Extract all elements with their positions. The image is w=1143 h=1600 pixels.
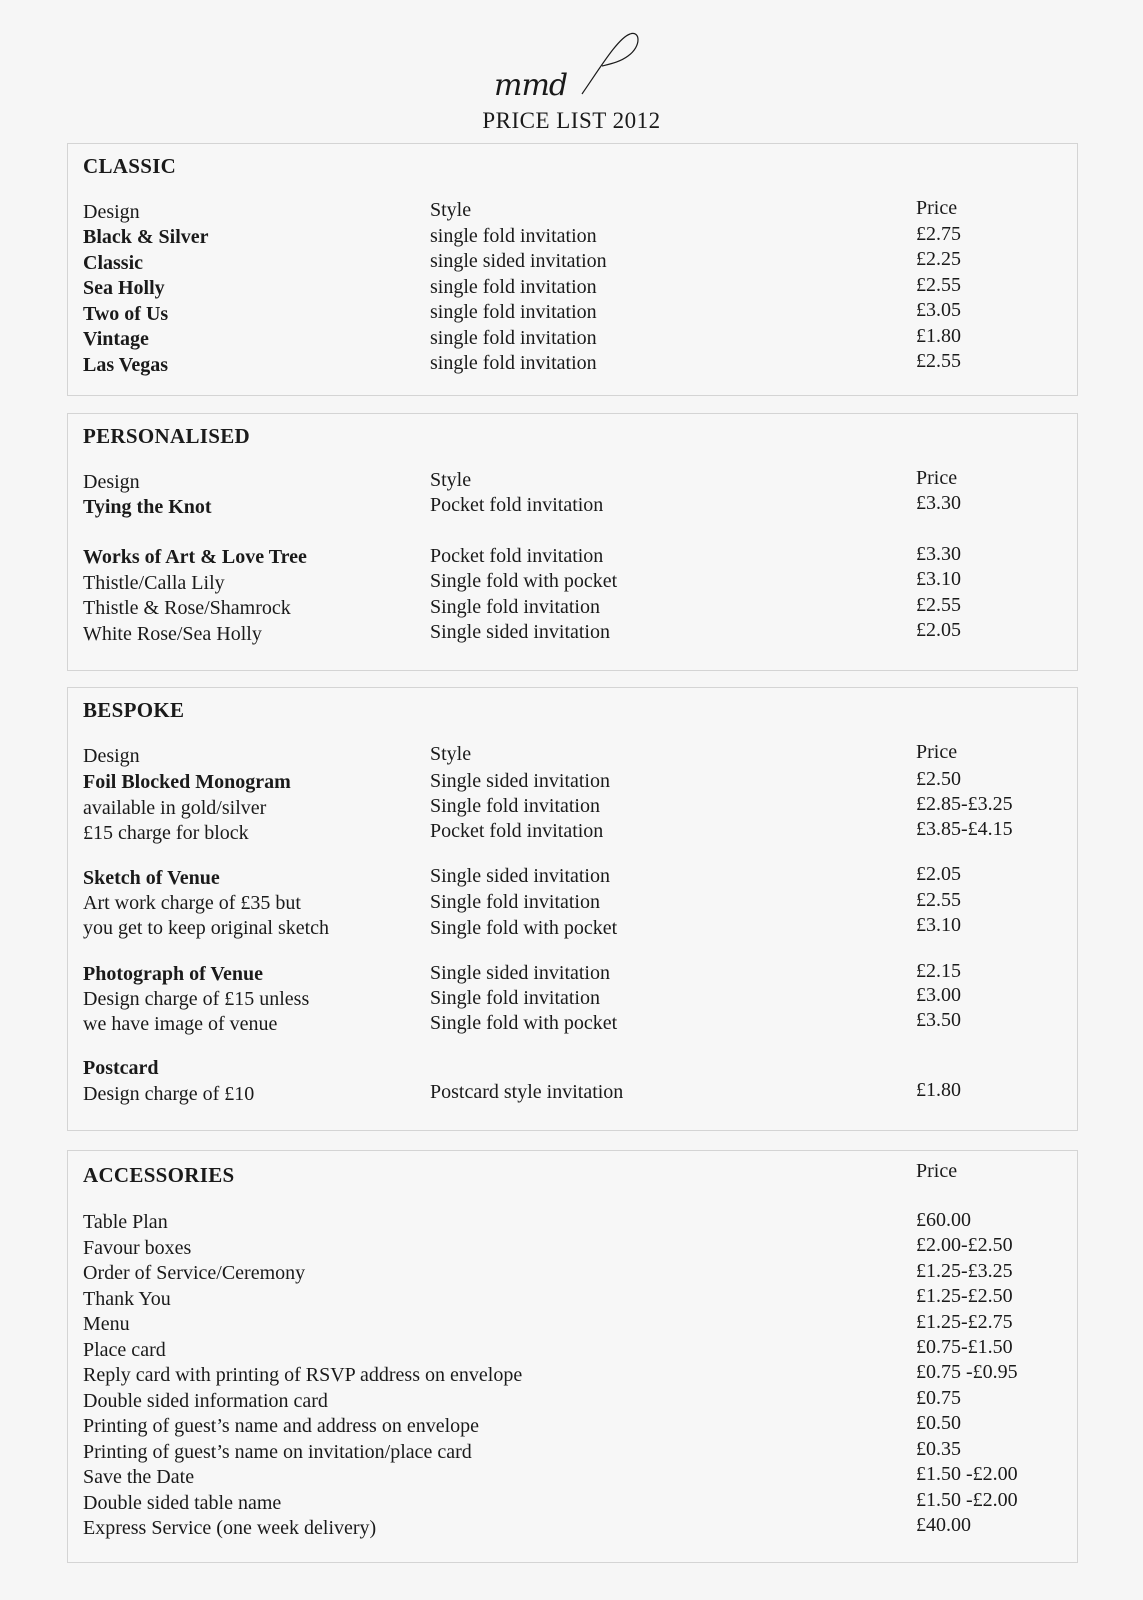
- price-text: £2.50: [916, 768, 961, 790]
- style-text: Single sided invitation: [430, 865, 610, 887]
- price-text: £1.80: [916, 1079, 961, 1101]
- price-text: £2.75: [916, 223, 961, 245]
- design-name: Tying the Knot: [83, 496, 212, 518]
- style-text: Pocket fold invitation: [430, 545, 604, 567]
- style-text: single fold invitation: [430, 225, 597, 247]
- accessory-item: Printing of guest’s name and address on envelope: [83, 1415, 480, 1437]
- personalised-section: [67, 413, 1078, 671]
- accessory-item: Reply card with printing of RSVP address on envelope: [83, 1364, 523, 1386]
- design-name: Foil Blocked Monogram: [83, 771, 291, 793]
- design-note: available in gold/silver: [83, 797, 267, 819]
- price-text: £3.30: [916, 543, 961, 565]
- style-text: Single fold with pocket: [430, 917, 618, 939]
- price-text: £0.75-£1.50: [916, 1336, 1013, 1358]
- price-text: £3.30: [916, 492, 961, 514]
- style-text: Single fold invitation: [430, 795, 600, 817]
- price-text: £2.15: [916, 960, 961, 982]
- design-name: Works of Art & Love Tree: [83, 546, 307, 568]
- classic-section: [67, 143, 1078, 396]
- design-name: Black & Silver: [83, 226, 209, 248]
- price-text: £1.25-£3.25: [916, 1260, 1013, 1282]
- design-name: Thistle & Rose/Shamrock: [83, 597, 291, 619]
- col-header-design: Design: [83, 471, 140, 493]
- style-text: Pocket fold invitation: [430, 494, 604, 516]
- price-text: £2.25: [916, 248, 961, 270]
- col-header-style: Style: [430, 199, 472, 221]
- price-text: £1.80: [916, 325, 961, 347]
- price-text: £2.55: [916, 274, 961, 296]
- style-text: Single fold invitation: [430, 987, 600, 1009]
- price-text: £2.85-£3.25: [916, 793, 1013, 815]
- price-text: £2.55: [916, 889, 961, 911]
- accessory-item: Double sided table name: [83, 1492, 282, 1514]
- price-text: £3.10: [916, 914, 961, 936]
- price-text: £3.00: [916, 984, 961, 1006]
- price-text: £1.50 -£2.00: [916, 1463, 1018, 1485]
- design-note: you get to keep original sketch: [83, 917, 330, 939]
- design-name: Sea Holly: [83, 277, 165, 299]
- design-name: Thistle/Calla Lily: [83, 572, 225, 594]
- col-header-price: Price: [916, 741, 958, 763]
- style-text: Postcard style invitation: [430, 1081, 624, 1103]
- accessory-item: Place card: [83, 1339, 166, 1361]
- price-text: £2.00-£2.50: [916, 1234, 1013, 1256]
- accessory-item: Table Plan: [83, 1211, 168, 1233]
- price-text: £2.05: [916, 619, 961, 641]
- section-heading: BESPOKE: [83, 698, 185, 722]
- col-header-design: Design: [83, 745, 140, 767]
- style-text: Single fold invitation: [430, 891, 600, 913]
- price-text: £1.50 -£2.00: [916, 1489, 1018, 1511]
- design-name: Postcard: [83, 1057, 159, 1079]
- design-name: Two of Us: [83, 303, 169, 325]
- price-text: £0.50: [916, 1412, 961, 1434]
- style-text: single fold invitation: [430, 301, 597, 323]
- design-note: Design charge of £10: [83, 1083, 255, 1105]
- style-text: Single sided invitation: [430, 621, 610, 643]
- price-text: £0.35: [916, 1438, 961, 1460]
- design-name: Vintage: [83, 328, 149, 350]
- style-text: single fold invitation: [430, 327, 597, 349]
- mmd-logo: [490, 28, 660, 103]
- style-text: Single fold with pocket: [430, 1012, 618, 1034]
- design-name: Las Vegas: [83, 354, 169, 376]
- accessory-item: Express Service (one week delivery): [83, 1517, 377, 1539]
- style-text: Pocket fold invitation: [430, 820, 604, 842]
- section-heading: PERSONALISED: [83, 424, 250, 448]
- design-name: Classic: [83, 252, 143, 274]
- col-header-price: Price: [916, 1160, 958, 1182]
- price-text: £3.10: [916, 568, 961, 590]
- accessory-item: Double sided information card: [83, 1390, 328, 1412]
- bespoke-section: [67, 687, 1078, 1131]
- accessories-section: [67, 1150, 1078, 1563]
- price-text: £60.00: [916, 1209, 971, 1231]
- style-text: Single sided invitation: [430, 962, 610, 984]
- col-header-price: Price: [916, 467, 958, 489]
- col-header-design: Design: [83, 201, 140, 223]
- price-text: £3.50: [916, 1009, 961, 1031]
- accessory-item: Order of Service/Ceremony: [83, 1262, 306, 1284]
- price-text: £2.55: [916, 350, 961, 372]
- price-text: £0.75: [916, 1387, 961, 1409]
- style-text: Single sided invitation: [430, 770, 610, 792]
- accessory-item: Favour boxes: [83, 1237, 192, 1259]
- logo-text: mmd: [494, 68, 568, 103]
- accessory-item: Thank You: [83, 1288, 171, 1310]
- price-text: £2.55: [916, 594, 961, 616]
- style-text: single fold invitation: [430, 276, 597, 298]
- design-name: White Rose/Sea Holly: [83, 623, 262, 645]
- price-text: £0.75 -£0.95: [916, 1361, 1018, 1383]
- design-note: Art work charge of £35 but: [83, 892, 301, 914]
- style-text: Single fold with pocket: [430, 570, 618, 592]
- design-name: Sketch of Venue: [83, 867, 220, 889]
- design-note: £15 charge for block: [83, 822, 249, 844]
- price-text: £1.25-£2.50: [916, 1285, 1013, 1307]
- price-text: £2.05: [916, 863, 961, 885]
- col-header-style: Style: [430, 469, 472, 491]
- style-text: Single fold invitation: [430, 596, 600, 618]
- section-heading: ACCESSORIES: [83, 1163, 235, 1187]
- design-note: Design charge of £15 unless: [83, 988, 310, 1010]
- price-text: £3.05: [916, 299, 961, 321]
- style-text: single sided invitation: [430, 250, 607, 272]
- section-heading: CLASSIC: [83, 154, 177, 178]
- price-text: £1.25-£2.75: [916, 1311, 1013, 1333]
- style-text: single fold invitation: [430, 352, 597, 374]
- design-note: we have image of venue: [83, 1013, 278, 1035]
- price-text: £3.85-£4.15: [916, 818, 1013, 840]
- accessory-item: Save the Date: [83, 1466, 195, 1488]
- design-name: Photograph of Venue: [83, 963, 264, 985]
- accessory-item: Printing of guest’s name on invitation/place card: [83, 1441, 472, 1463]
- price-text: £40.00: [916, 1514, 971, 1536]
- accessory-item: Menu: [83, 1313, 130, 1335]
- col-header-price: Price: [916, 197, 958, 219]
- col-header-style: Style: [430, 743, 472, 765]
- page-title: PRICE LIST 2012: [482, 108, 661, 133]
